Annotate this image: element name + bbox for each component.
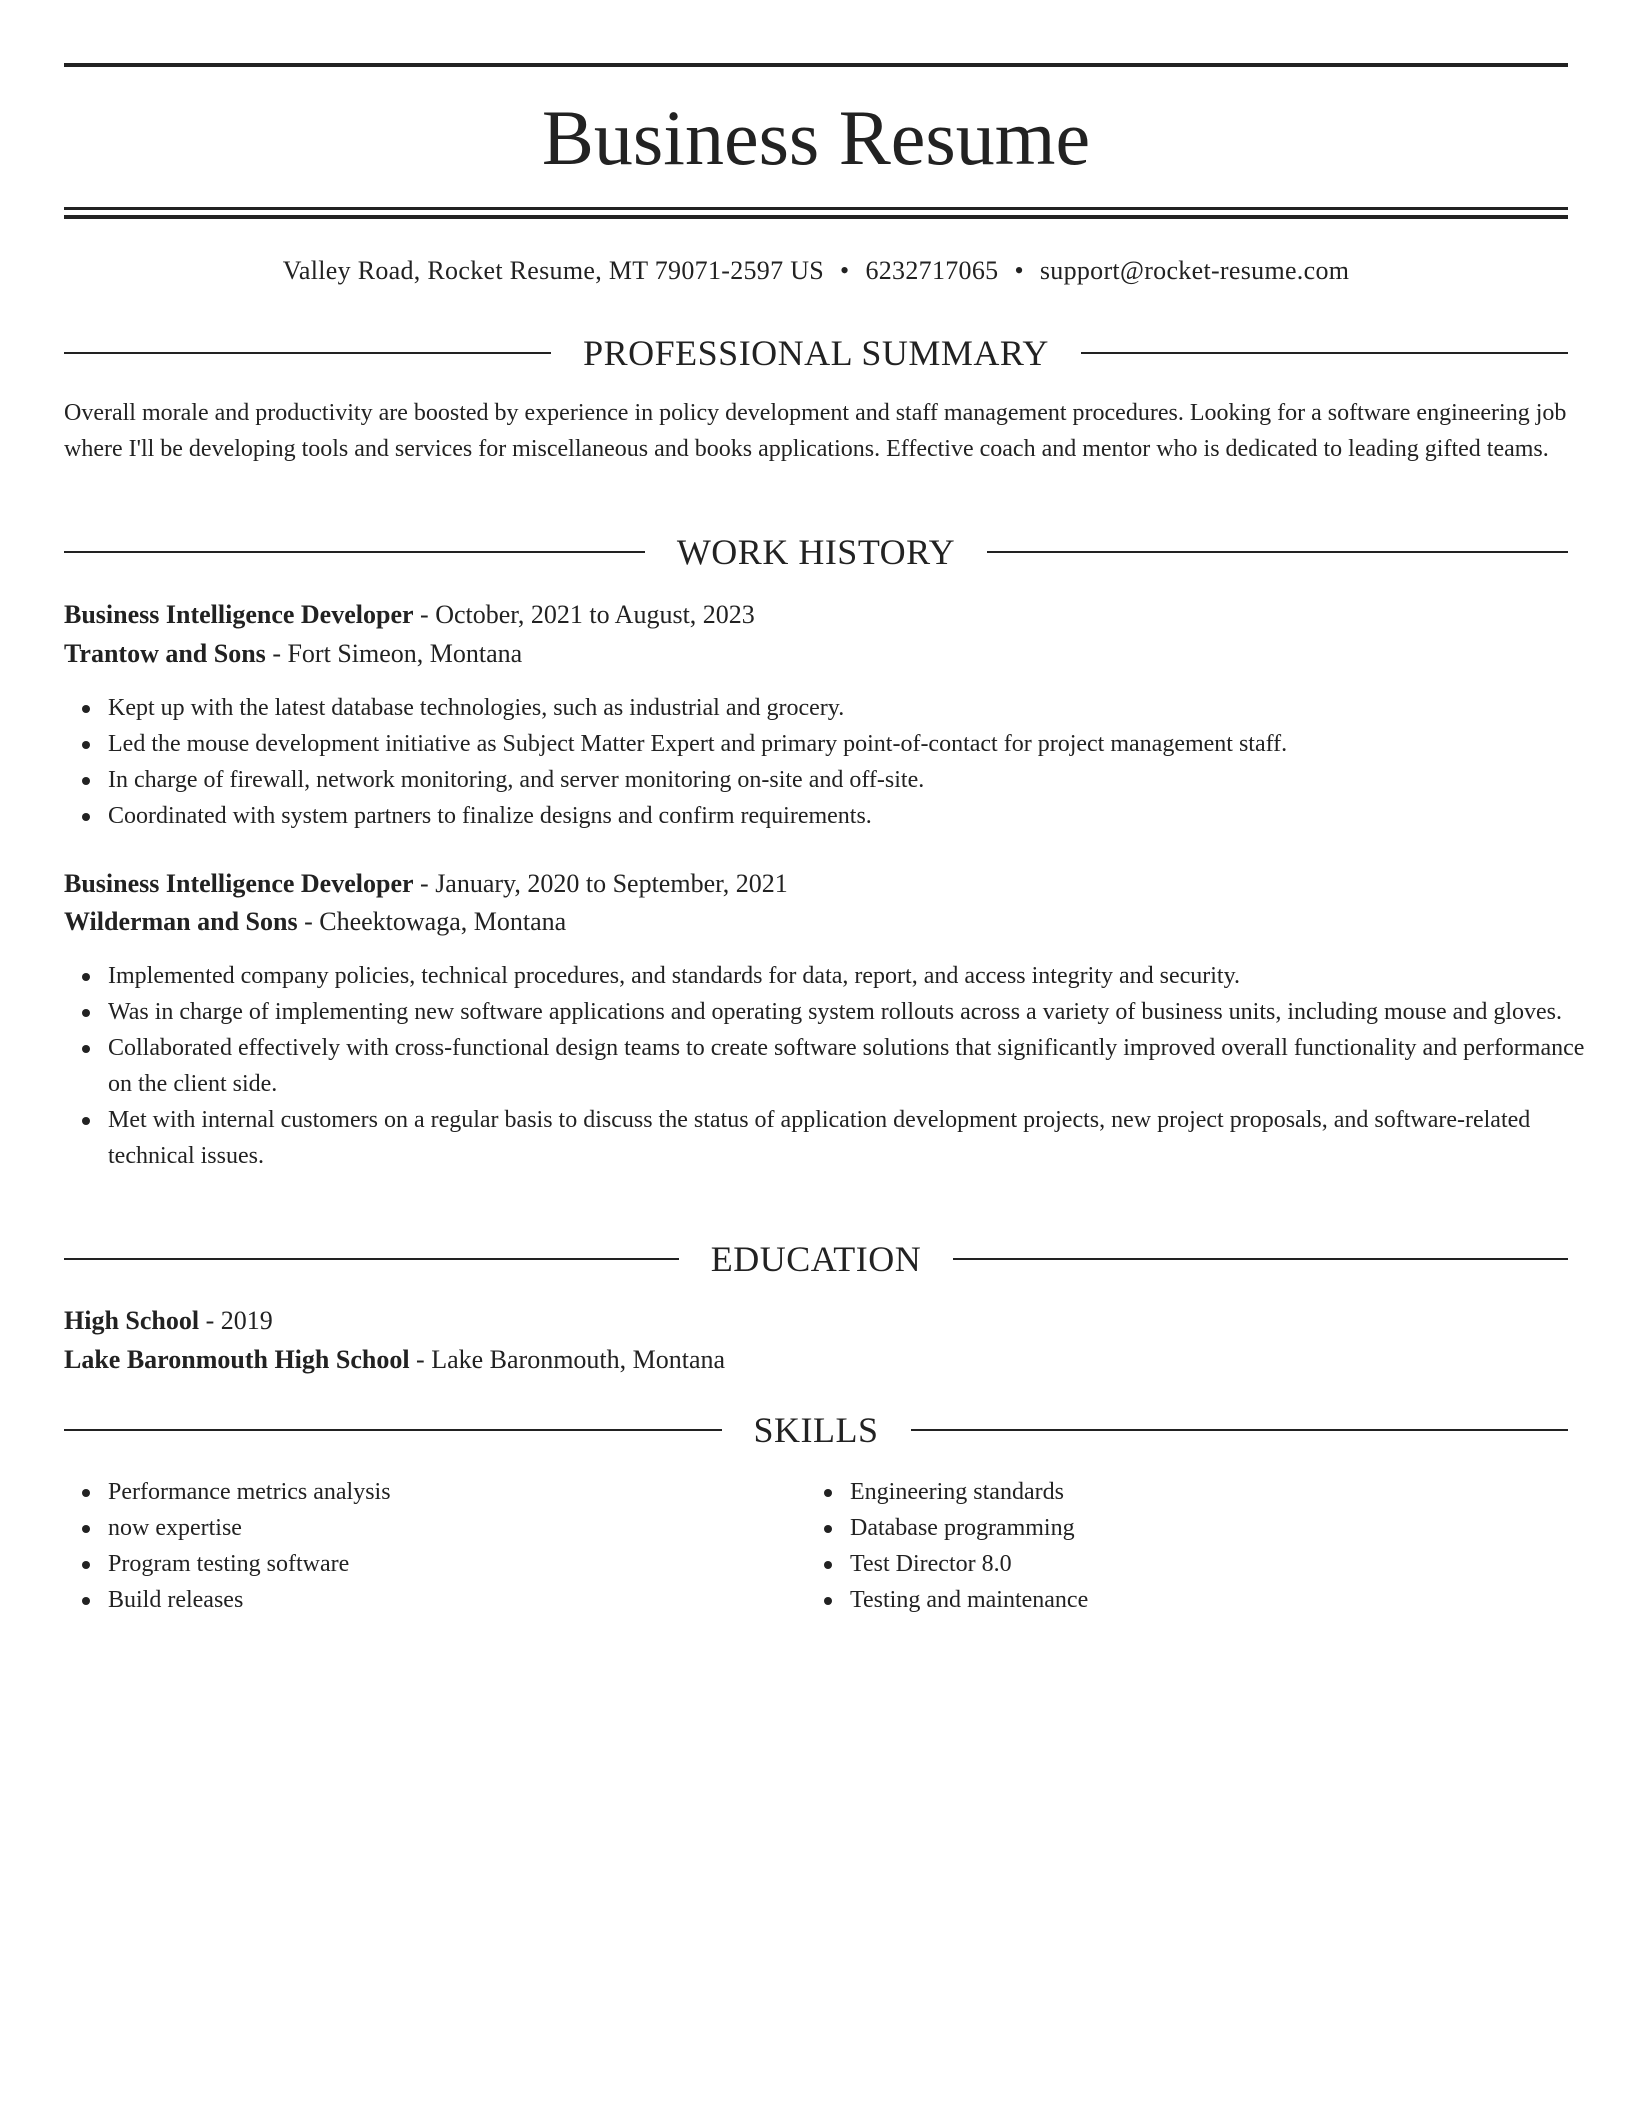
skill-item: now expertise <box>108 1510 1612 1546</box>
heading-rule-right <box>911 1429 1569 1431</box>
resume-title: Business Resume <box>541 94 1091 181</box>
skills-heading-text: SKILLS <box>753 1410 879 1450</box>
contact-separator: • <box>840 256 850 285</box>
skills-heading <box>64 1408 1568 1452</box>
education-location: - Lake Baronmouth, Montana <box>409 1345 726 1374</box>
job-2-company-line <box>64 904 1568 940</box>
skill-item: Program testing software <box>108 1546 1612 1582</box>
job-1-company-line <box>64 636 1568 672</box>
job-company: Wilderman and Sons <box>64 907 298 936</box>
skills-list-right <box>806 1474 1632 1618</box>
skill-item: Database programming <box>850 1510 1632 1546</box>
list-item: In charge of firewall, network monitoring, and server monitoring on-site and off-site. <box>108 762 1612 798</box>
skill-item: Engineering standards <box>850 1474 1632 1510</box>
title-rule-lower <box>64 215 1568 219</box>
job-1-bullets <box>64 690 1612 834</box>
heading-rule-left <box>64 1429 722 1431</box>
list-item: Was in charge of implementing new software applications and operating system rollouts across a variety of business units, including mouse and gloves. <box>108 994 1612 1030</box>
job-location: - Cheektowaga, Montana <box>297 907 567 936</box>
list-item: Collaborated effectively with cross-functional design teams to create software solutions that significantly improved overall functionality and performance on the client side. <box>108 1030 1612 1102</box>
skill-item: Performance metrics analysis <box>108 1474 1612 1510</box>
skill-item: Test Director 8.0 <box>850 1546 1632 1582</box>
education-heading <box>64 1237 1568 1281</box>
education-degree: High School <box>64 1306 200 1335</box>
heading-rule-right <box>1081 352 1568 354</box>
list-item: Met with internal customers on a regular basis to discuss the status of application development projects, new project proposals, and software-related technical issues. <box>108 1102 1612 1174</box>
contact-phone: 6232717065 <box>865 256 999 285</box>
education-school: Lake Baronmouth High School <box>64 1345 410 1374</box>
work-heading <box>64 530 1568 574</box>
list-item: Led the mouse development initiative as Subject Matter Expert and primary point-of-contact for project management staff. <box>108 726 1612 762</box>
job-location: - Fort Simeon, Montana <box>265 639 523 668</box>
job-2-bullets <box>64 958 1612 1174</box>
education-year: - 2019 <box>199 1306 273 1335</box>
job-title: Business Intelligence Developer <box>64 869 414 898</box>
heading-rule-left <box>64 352 551 354</box>
contact-email: support@rocket-resume.com <box>1039 256 1350 285</box>
education-school-line <box>64 1342 1568 1378</box>
skill-item: Testing and maintenance <box>850 1582 1632 1618</box>
job-dates: - October, 2021 to August, 2023 <box>413 600 755 629</box>
heading-rule-left <box>64 1258 679 1260</box>
top-rule <box>64 63 1568 67</box>
job-title: Business Intelligence Developer <box>64 600 414 629</box>
contact-address: Valley Road, Rocket Resume, MT 79071-2597 US <box>282 256 825 285</box>
summary-heading <box>64 331 1568 375</box>
skill-item: Build releases <box>108 1582 1612 1618</box>
job-company: Trantow and Sons <box>64 639 266 668</box>
heading-rule-right <box>987 551 1568 553</box>
contact-line <box>64 254 1568 288</box>
education-degree-line <box>64 1303 1568 1339</box>
heading-rule-left <box>64 551 645 553</box>
list-item: Coordinated with system partners to finalize designs and confirm requirements. <box>108 798 1612 834</box>
job-1-title-line <box>64 597 1568 633</box>
education-heading-text: EDUCATION <box>710 1239 922 1279</box>
contact-separator: • <box>1014 256 1024 285</box>
list-item: Implemented company policies, technical procedures, and standards for data, report, and access integrity and security. <box>108 958 1612 994</box>
job-dates: - January, 2020 to September, 2021 <box>413 869 788 898</box>
heading-rule-right <box>953 1258 1568 1260</box>
summary-heading-text: PROFESSIONAL SUMMARY <box>583 333 1049 373</box>
work-heading-text: WORK HISTORY <box>676 532 956 572</box>
job-2-title-line <box>64 866 1568 902</box>
list-item: Kept up with the latest database technologies, such as industrial and grocery. <box>108 690 1612 726</box>
title-rule-upper <box>64 207 1568 210</box>
summary-text: Overall morale and productivity are boosted by experience in policy development and staff management procedures. Looking for a software engineering job where I'll be developing tools and services for miscellaneous and books applications. Effective coach and mentor who is dedicated to leading gifted teams. <box>64 400 1567 462</box>
